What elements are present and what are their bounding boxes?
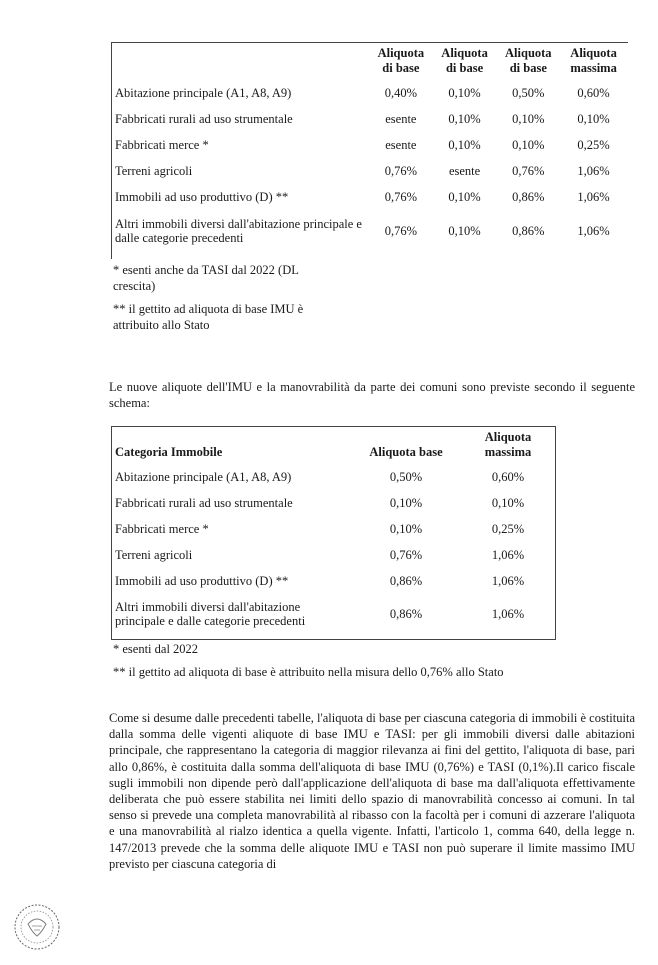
row-category: Fabbricati rurali ad uso strumentale bbox=[115, 112, 293, 126]
row-value: 0,10% bbox=[389, 522, 423, 536]
table1-footnote-1: * esenti anche da TASI dal 2022 (DL crescita) bbox=[113, 263, 299, 293]
table1-header-imu-base: Aliquota di base bbox=[377, 46, 425, 75]
body-paragraph: Come si desume dalle precedenti tabelle, l'aliquota di base per ciascuna categoria di immobili è costituita dalla somma delle vigenti aliquote di base IMU e TASI: per gli immobili diversi dalle abitazioni principale, che rappresentano la categoria di maggior rilevanza ai fini del gettito, l'aliquota di base, pari allo 0,86%, è costituita dalla somma dell'aliquota di base IMU (0,76%) e TASI (0,1%).Il carico fiscale sugli immobili non dipende però dall'applicazione dell'aliquota di base ma dall'aliquota effettivamente deliberata che può essere stabilita nei limiti dello spazio di manovrabilità concesso ai comuni. In tal senso si prevede una completa manovrabilità al ribasso con la facoltà per i comuni di azzerare l'aliquota e una manovrabilità al rialzo identica a quella vigente. Infatti, l'articolo 1, comma 640, della legge n. 147/2013 prevede che la somma delle aliquote IMU e TASI non può superare il limite massimo IMU previsto per ciascuna categoria di bbox=[109, 711, 635, 871]
row-category: Terreni agricoli bbox=[115, 548, 193, 562]
row-value: esente bbox=[385, 138, 417, 152]
row-value: 0,86% bbox=[512, 190, 545, 204]
row-value: 1,06% bbox=[491, 548, 525, 562]
table-row bbox=[113, 80, 627, 106]
row-value: 0,60% bbox=[491, 470, 525, 484]
row-value: 0,25% bbox=[577, 138, 610, 152]
table1-header-tasi-base: Aliquota di base bbox=[441, 46, 488, 75]
row-value: 0,76% bbox=[512, 164, 545, 178]
table2-header-base: Aliquota base bbox=[369, 445, 443, 459]
row-value: 0,10% bbox=[491, 496, 525, 510]
table-row bbox=[113, 568, 553, 594]
row-category: Immobili ad uso produttivo (D) ** bbox=[115, 190, 289, 204]
row-value: 0,10% bbox=[389, 496, 423, 510]
row-value: 0,76% bbox=[384, 164, 417, 178]
table1-header-empty bbox=[113, 42, 369, 80]
row-value: 1,06% bbox=[577, 164, 610, 178]
table2-header-category: Categoria Immobile bbox=[115, 445, 223, 459]
row-value: 0,76% bbox=[389, 548, 423, 562]
row-value: 0,40% bbox=[384, 86, 417, 100]
table-row bbox=[113, 132, 627, 158]
row-category: Fabbricati merce * bbox=[115, 522, 209, 536]
table1-header-total-base: Aliquota di base bbox=[505, 46, 552, 75]
row-value: 0,10% bbox=[448, 138, 481, 152]
row-value: 1,06% bbox=[577, 224, 610, 238]
row-category: Altri immobili diversi dall'abitazione principale e dalle categorie precedenti bbox=[115, 600, 306, 628]
row-category: Altri immobili diversi dall'abitazione principale e dalle categorie precedenti bbox=[115, 217, 362, 245]
row-value: 0,25% bbox=[491, 522, 525, 536]
row-value: 0,50% bbox=[389, 470, 423, 484]
row-category: Abitazione principale (A1, A8, A9) bbox=[115, 470, 292, 484]
table1-footnote-2: ** il gettito ad aliquota di base IMU è attribuito allo Stato bbox=[113, 302, 304, 332]
row-value: 1,06% bbox=[577, 190, 610, 204]
rates-table-detailed bbox=[113, 42, 627, 252]
row-value: 1,06% bbox=[491, 574, 525, 588]
row-category: Fabbricati rurali ad uso strumentale bbox=[115, 496, 293, 510]
stamp-seal-icon bbox=[12, 902, 62, 952]
table2-header-row bbox=[113, 426, 553, 464]
row-value: 0,10% bbox=[448, 112, 481, 126]
row-value: 0,10% bbox=[448, 190, 481, 204]
row-value: 0,10% bbox=[512, 112, 545, 126]
table-row bbox=[113, 490, 553, 516]
row-value: esente bbox=[385, 112, 417, 126]
table2-header-max: Aliquota massima bbox=[484, 430, 532, 459]
intro-paragraph: Le nuove aliquote dell'IMU e la manovrabilità da parte dei comuni sono previste secondo il seguente schema: bbox=[109, 380, 635, 410]
row-category: Immobili ad uso produttivo (D) ** bbox=[115, 574, 289, 588]
table1-header-max: Aliquota massima bbox=[570, 46, 617, 75]
row-category: Terreni agricoli bbox=[115, 164, 193, 178]
table1-header-row bbox=[113, 42, 627, 80]
row-category: Abitazione principale (A1, A8, A9) bbox=[115, 86, 292, 100]
table-row bbox=[113, 210, 627, 252]
row-value: 0,10% bbox=[448, 86, 481, 100]
row-value: 0,86% bbox=[389, 574, 423, 588]
table-row bbox=[113, 542, 553, 568]
row-value: 0,76% bbox=[384, 224, 417, 238]
table-row bbox=[113, 464, 553, 490]
rates-table-summary bbox=[113, 426, 553, 634]
table-row bbox=[113, 184, 627, 210]
row-value: 0,10% bbox=[448, 224, 481, 238]
row-value: 0,60% bbox=[577, 86, 610, 100]
row-value: esente bbox=[448, 164, 481, 178]
row-value: 0,86% bbox=[389, 607, 423, 621]
table-row bbox=[113, 106, 627, 132]
row-value: 1,06% bbox=[491, 607, 525, 621]
row-value: 0,10% bbox=[512, 138, 545, 152]
table2-footnote-1: * esenti dal 2022 bbox=[113, 642, 199, 656]
row-value: 0,10% bbox=[577, 112, 610, 126]
table-row bbox=[113, 594, 553, 634]
row-value: 0,76% bbox=[384, 190, 417, 204]
row-value: 0,86% bbox=[512, 224, 545, 238]
table2-footnote-2: ** il gettito ad aliquota di base è attribuito nella misura dello 0,76% allo Stato bbox=[113, 665, 504, 679]
table-row bbox=[113, 516, 553, 542]
row-value: 0,50% bbox=[512, 86, 545, 100]
row-category: Fabbricati merce * bbox=[115, 138, 209, 152]
table-row bbox=[113, 158, 627, 184]
